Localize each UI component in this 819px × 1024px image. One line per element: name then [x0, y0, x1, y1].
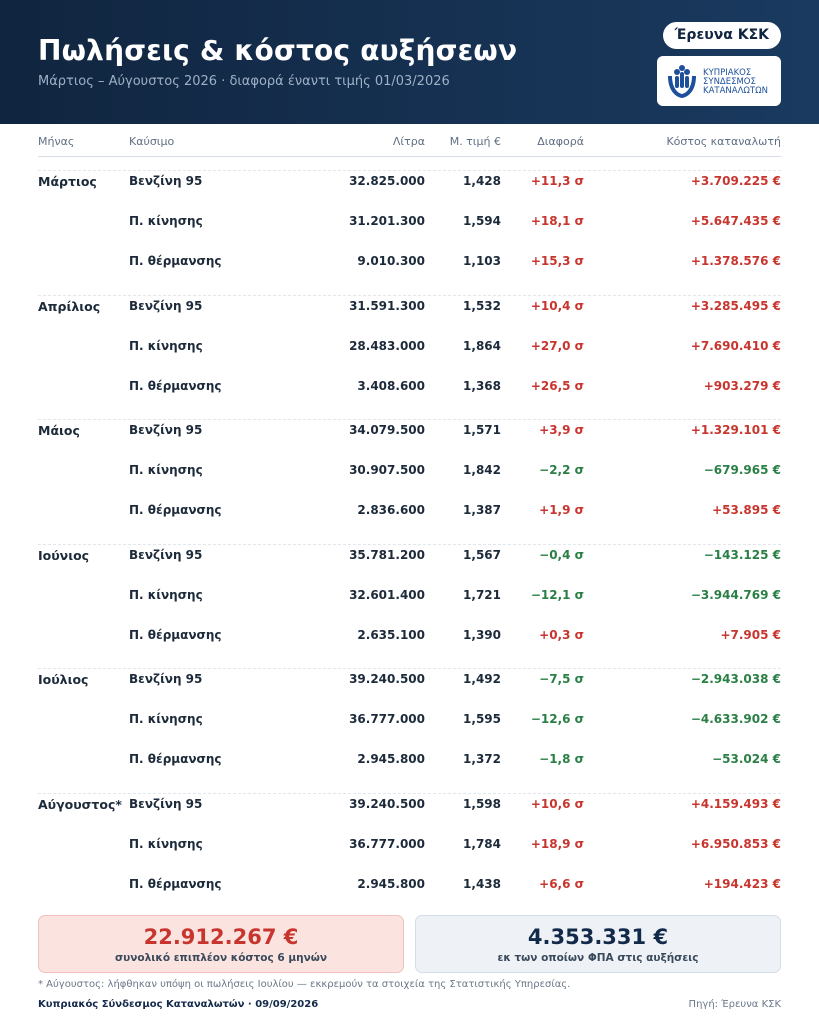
logo-line: ΚΥΠΡΙΑΚΟΣ [703, 68, 752, 78]
fuel-cell: Π. θέρμανσης [129, 254, 222, 268]
difference-cell: +26,5 σ [530, 378, 584, 393]
difference-cell: +0,3 σ [539, 627, 584, 642]
difference-cell: −1,8 σ [539, 752, 584, 766]
liters-cell: 35.781.200 [349, 547, 425, 562]
consumer-association-logo [657, 56, 781, 106]
price-cell: 1,721 [463, 587, 501, 602]
price-cell: 1,571 [463, 423, 501, 437]
price-cell: 1,864 [463, 338, 501, 353]
price-cell: 1,492 [463, 672, 501, 686]
total-cost-value: 22.912.267 € [143, 925, 299, 949]
consumer-cost-cell: −2.943.038 € [690, 672, 781, 686]
price-cell: 1,428 [463, 174, 501, 188]
month-group [38, 544, 781, 664]
price-cell: 1,390 [463, 627, 501, 642]
table-row [38, 835, 781, 855]
fuel-cell: Π. κίνησης [129, 712, 203, 726]
consumer-cost-cell: +3.285.495 € [690, 298, 781, 313]
month-group [38, 170, 781, 290]
footer-source: Πηγή: Έρευνα ΚΣΚ [688, 999, 781, 1010]
table-row [38, 252, 781, 272]
table-row [38, 670, 781, 690]
difference-cell: −7,5 σ [539, 672, 584, 686]
consumer-cost-cell: +5.647.435 € [690, 214, 781, 228]
price-cell: 1,532 [463, 298, 501, 313]
difference-cell: −12,1 σ [530, 587, 584, 602]
fuel-cell: Π. θέρμανσης [129, 752, 222, 766]
fuel-cell: Βενζίνη 95 [129, 298, 203, 313]
logo-line: ΚΑΤΑΝΑΛΩΤΩΝ [703, 86, 768, 96]
consumer-cost-cell: +194.423 € [703, 876, 781, 891]
liters-cell: 39.240.500 [349, 672, 425, 686]
fuel-cell: Βενζίνη 95 [129, 796, 203, 811]
consumer-cost-cell: +903.279 € [703, 378, 781, 393]
price-cell: 1,368 [463, 378, 501, 393]
consumer-cost-cell: +7.690.410 € [690, 338, 781, 353]
difference-cell: +10,4 σ [530, 298, 584, 313]
consumer-cost-cell: +3.709.225 € [690, 174, 781, 188]
table-row [38, 795, 781, 815]
vat-label: εκ των οποίων ΦΠΑ στις αυξήσεις [497, 952, 699, 964]
table-row [38, 501, 781, 521]
table-row [38, 875, 781, 895]
price-cell: 1,438 [463, 876, 501, 891]
price-cell: 1,103 [463, 254, 501, 268]
table-row [38, 546, 781, 566]
month-cell: Απρίλιος [38, 298, 101, 314]
consumer-cost-cell: +1.329.101 € [690, 423, 781, 437]
difference-cell: −12,6 σ [530, 712, 584, 726]
column-header-price: Μ. τιμή € [449, 135, 501, 148]
fuel-cell: Π. κίνησης [129, 463, 203, 477]
consumer-cost-cell: −679.965 € [703, 463, 781, 477]
consumer-cost-cell: +1.378.576 € [690, 254, 781, 268]
fuel-cell: Βενζίνη 95 [129, 672, 203, 686]
difference-cell: −2,2 σ [539, 463, 584, 477]
month-group [38, 295, 781, 415]
difference-cell: −0,4 σ [539, 547, 584, 562]
consumer-cost-cell: +53.895 € [712, 503, 781, 517]
price-cell: 1,595 [463, 712, 501, 726]
column-header-liters: Λίτρα [392, 135, 425, 148]
month-cell: Μάρτιος [38, 174, 97, 189]
liters-cell: 3.408.600 [357, 378, 425, 393]
price-cell: 1,387 [463, 503, 501, 517]
hands-people-logo-icon [665, 62, 699, 100]
fuel-cell: Π. θέρμανσης [129, 627, 222, 642]
column-header-fuel: Καύσιμο [129, 135, 175, 148]
price-cell: 1,598 [463, 796, 501, 811]
fuel-cell: Π. κίνησης [129, 338, 203, 353]
table-header [38, 131, 781, 157]
month-cell: Ιούλιος [38, 672, 89, 687]
difference-cell: +11,3 σ [530, 174, 584, 188]
total-cost-label: συνολικό επιπλέον κόστος 6 μηνών [115, 952, 327, 964]
liters-cell: 2.635.100 [357, 627, 425, 642]
consumer-cost-cell: −143.125 € [703, 547, 781, 562]
consumer-cost-cell: +4.159.493 € [690, 796, 781, 811]
table-row [38, 212, 781, 232]
difference-cell: +15,3 σ [530, 254, 584, 268]
liters-cell: 36.777.000 [349, 836, 425, 851]
month-cell: Ιούνιος [38, 547, 90, 563]
price-cell: 1,567 [463, 547, 501, 562]
liters-cell: 2.945.800 [357, 752, 425, 766]
difference-cell: +1,9 σ [539, 503, 584, 517]
column-header-consumer-cost: Κόστος καταναλωτή [666, 135, 781, 148]
month-group [38, 668, 781, 788]
column-header-difference: Διαφορά [537, 135, 584, 148]
fuel-cell: Π. κίνησης [129, 836, 203, 851]
logo-line: ΣΥΝΔΕΣΜΟΣ [703, 77, 756, 87]
consumer-cost-cell: −4.633.902 € [690, 712, 781, 726]
liters-cell: 31.591.300 [349, 298, 425, 313]
liters-cell: 32.825.000 [349, 174, 425, 188]
table-row [38, 337, 781, 357]
table-row [38, 377, 781, 397]
vat-card [415, 915, 781, 973]
liters-cell: 31.201.300 [349, 214, 425, 228]
liters-cell: 9.010.300 [357, 254, 425, 268]
liters-cell: 28.483.000 [349, 338, 425, 353]
difference-cell: +27,0 σ [530, 338, 584, 353]
fuel-cell: Βενζίνη 95 [129, 423, 203, 437]
price-cell: 1,372 [463, 752, 501, 766]
difference-cell: +10,6 σ [530, 796, 584, 811]
total-cost-card [38, 915, 404, 973]
table-row [38, 626, 781, 646]
price-cell: 1,784 [463, 836, 501, 851]
survey-badge: Έρευνα ΚΣΚ [663, 22, 781, 49]
table-row [38, 586, 781, 606]
fuel-cell: Π. κίνησης [129, 214, 203, 228]
table-row [38, 297, 781, 317]
price-cell: 1,842 [463, 463, 501, 477]
month-group [38, 419, 781, 539]
fuel-cell: Π. κίνησης [129, 587, 203, 602]
logo-text [703, 69, 777, 96]
table-row [38, 461, 781, 481]
page-title: Πωλήσεις & κόστος αυξήσεων [38, 34, 518, 67]
liters-cell: 2.836.600 [357, 503, 425, 517]
consumer-cost-cell: −3.944.769 € [690, 587, 781, 602]
difference-cell: +6,6 σ [539, 876, 584, 891]
consumer-cost-cell: +6.950.853 € [690, 836, 781, 851]
liters-cell: 39.240.500 [349, 796, 425, 811]
month-group [38, 793, 781, 913]
table-row [38, 172, 781, 192]
fuel-cell: Π. θέρμανσης [129, 876, 222, 891]
liters-cell: 36.777.000 [349, 712, 425, 726]
month-cell: Μάιος [38, 423, 80, 438]
liters-cell: 34.079.500 [349, 423, 425, 437]
month-cell: Αύγουστος* [38, 796, 122, 812]
report-header [0, 0, 819, 124]
fuel-cell: Βενζίνη 95 [129, 547, 203, 562]
difference-cell: +3,9 σ [539, 423, 584, 437]
page-subtitle: Μάρτιος – Αύγουστος 2026 · διαφορά έναντι τιμής 01/03/2026 [38, 74, 450, 89]
liters-cell: 30.907.500 [349, 463, 425, 477]
liters-cell: 2.945.800 [357, 876, 425, 891]
footnote: * Αύγουστος: λήφθηκαν υπόψη οι πωλήσεις Ιουλίου — εκκρεμούν τα στοιχεία της Στατιστικής Υπηρεσίας. [38, 979, 571, 990]
difference-cell: +18,1 σ [530, 214, 584, 228]
table-row [38, 421, 781, 441]
consumer-cost-cell: +7.905 € [720, 627, 781, 642]
fuel-cell: Π. θέρμανσης [129, 378, 222, 393]
price-cell: 1,594 [463, 214, 501, 228]
vat-value: 4.353.331 € [527, 925, 669, 949]
table-row [38, 710, 781, 730]
difference-cell: +18,9 σ [530, 836, 584, 851]
consumer-cost-cell: −53.024 € [712, 752, 781, 766]
fuel-cell: Π. θέρμανσης [129, 503, 222, 517]
footer-organization-date: Κυπριακός Σύνδεσμος Καταναλωτών · 09/09/2026 [38, 999, 319, 1010]
column-header-month: Μήνας [38, 135, 75, 148]
table-row [38, 750, 781, 770]
liters-cell: 32.601.400 [349, 587, 425, 602]
fuel-cell: Βενζίνη 95 [129, 174, 203, 188]
